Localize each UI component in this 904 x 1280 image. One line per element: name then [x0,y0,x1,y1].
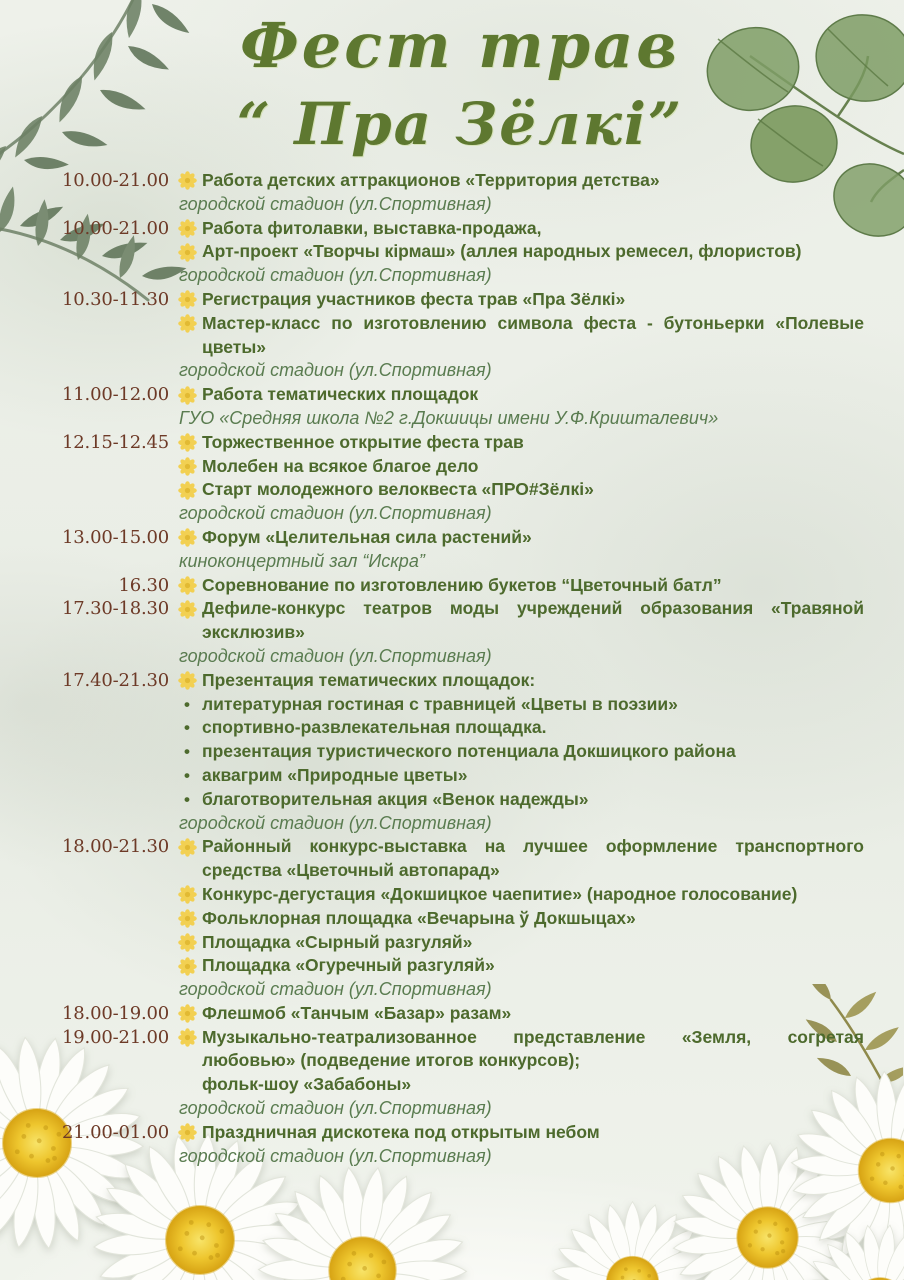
flower-icon [172,907,202,931]
schedule-row [2,359,870,383]
flower-icon [172,883,202,907]
event-venue: городской стадион (ул.Спортивная) [179,1098,492,1119]
event-venue: городской стадион (ул.Спортивная) [179,645,492,666]
event-text: Конкурс-дегустация «Докшицкое чаепитие» (народное голосование) [202,883,798,904]
event-text: Форум «Целительная сила растений» [202,526,532,547]
event-venue: городской стадион (ул.Спортивная) [179,1145,492,1166]
event-time: 17.30-18.30 [62,598,169,620]
event-time: 18.00-21.30 [62,836,169,858]
flower-icon [172,169,202,193]
event-time: 17.40-21.30 [62,669,169,691]
bullet-dot: • [184,765,190,785]
flower-icon [172,835,202,859]
event-venue: городской стадион (ул.Спортивная) [179,265,492,286]
event-time: 16.30 [118,574,169,596]
flower-icon [172,931,202,955]
schedule-row [2,883,870,907]
schedule-row [2,597,870,645]
schedule-row [2,978,870,1002]
flower-icon [172,1002,202,1026]
schedule-row [2,954,870,978]
flower-icon [172,954,202,978]
page-title [170,4,750,160]
schedule-row [2,502,870,526]
bullet-item: презентация туристического потенциала Докшицкого района [202,741,736,762]
schedule-row [2,693,870,717]
daisy-flower-image [250,1158,475,1280]
event-text: Презентация тематических площадок: [202,669,536,690]
event-venue: городской стадион (ул.Спортивная) [179,193,492,214]
event-text: Музыкально-театрализованное представление «Земля, согретая любовью» (подведение итогов конкурсов); [202,1026,864,1071]
event-venue: городской стадион (ул.Спортивная) [179,979,492,1000]
event-time: 10.30-11.30 [62,288,169,310]
flower-icon [172,383,202,407]
event-text: Флешмоб «Танчым «Базар» разам» [202,1002,512,1023]
schedule-row [2,455,870,479]
event-text: Площадка «Огуречный разгуляй» [202,955,495,976]
event-text: фольк-шоу «Забабоны» [202,1074,412,1095]
schedule-row [2,383,870,407]
bullet-item: литературная гостиная с травницей «Цветы в поэзии» [202,693,678,714]
title-line-2: “ Пра Зёлкі” [236,90,684,158]
event-venue: городской стадион (ул.Спортивная) [179,503,492,524]
schedule-row [2,1121,870,1145]
flower-icon [172,1121,202,1145]
flower-icon [172,312,202,336]
event-text: Фольклорная площадка «Вечарына ў Докшыцах» [202,907,636,928]
bullet-dot: • [184,789,190,809]
flower-icon [172,478,202,502]
schedule-row [2,716,870,740]
schedule-row [2,1002,870,1026]
event-time: 12.15-12.45 [62,431,169,453]
event-venue: городской стадион (ул.Спортивная) [179,812,492,833]
event-venue: городской стадион (ул.Спортивная) [179,360,492,381]
schedule-row [2,193,870,217]
title-line-1: Фест трав [239,9,681,82]
schedule-row [2,1073,870,1097]
event-time: 10.00-21.00 [62,170,169,191]
schedule-row [2,288,870,312]
schedule-row [2,240,870,264]
event-text: Молебен на всякое благое дело [202,455,479,476]
event-text: Работа детских аттракционов «Территория детства» [202,170,660,190]
schedule-row [2,1097,870,1121]
flower-icon [172,455,202,479]
flower-icon [172,669,202,693]
event-venue: ГУО «Средняя школа №2 г.Докшицы имени У.Ф.Кришталевич» [179,407,719,428]
schedule-row [2,740,870,764]
schedule-row [2,312,870,360]
flower-icon [172,526,202,550]
flower-icon [172,597,202,621]
event-text: Торжественное открытие феста трав [202,431,524,452]
marker-spacer [172,1073,202,1097]
schedule-row [2,835,870,883]
bullet-dot: • [184,718,190,738]
event-text: Соревнование по изготовлению букетов “Цветочный батл” [202,574,722,595]
schedule-row [2,574,870,598]
schedule-row [2,407,870,431]
event-text: Арт-проект «Творчы кірмаш» (аллея народных ремесел, флористов) [202,241,802,262]
schedule-row [2,764,870,788]
event-text: Праздничная дискотека под открытым небом [202,1121,600,1142]
daisy-flower-image [795,1218,904,1280]
flower-icon [172,217,202,241]
event-text: Работа фитолавки, выставка-продажа, [202,217,542,238]
event-text: Мастер-класс по изготовлению символа феста - бутоньерки «Полевые цветы» [202,312,864,357]
event-time: 13.00-15.00 [62,526,169,548]
schedule-row [2,788,870,812]
schedule-row [2,1026,870,1074]
event-venue: киноконцертный зал “Искра” [179,550,425,571]
bullet-item: спортивно-развлекательная площадка. [202,717,547,738]
event-time: 21.00-01.00 [62,1121,169,1143]
event-text: Регистрация участников феста трав «Пра Зёлкі» [202,288,626,309]
event-time: 11.00-12.00 [62,384,169,406]
bullet-dot: • [184,694,190,714]
schedule-row [2,478,870,502]
schedule-row [2,264,870,288]
bullet-item: благотворительная акция «Венок надежды» [202,788,589,809]
event-time: 19.00-21.00 [62,1026,169,1048]
schedule-row [2,550,870,574]
flower-icon [172,574,202,598]
schedule-row [2,645,870,669]
schedule-row [2,812,870,836]
schedule-row [2,931,870,955]
flower-icon [172,431,202,455]
schedule-list [2,169,870,1168]
event-text: Работа тематических площадок [202,384,479,405]
schedule-row [2,669,870,693]
event-text: Старт молодежного велоквеста «ПРО#Зёлкі» [202,479,594,500]
bullet-dot: • [184,742,190,762]
event-text: Районный конкурс-выставка на лучшее оформление транспортного средства «Цветочный автопарад» [202,836,864,881]
schedule-row [2,1145,870,1169]
schedule-row [2,217,870,241]
schedule-row [2,169,870,193]
schedule-row [2,526,870,550]
bullet-item: аквагрим «Природные цветы» [202,764,468,785]
flower-icon [172,240,202,264]
event-time: 10.00-21.00 [62,217,169,239]
event-text: Дефиле-конкурс театров моды учреждений образования «Травяной эксклюзив» [202,598,864,643]
event-text: Площадка «Сырный разгуляй» [202,931,473,952]
event-time: 18.00-19.00 [62,1002,169,1024]
flower-icon [172,288,202,312]
schedule-row [2,431,870,455]
flower-icon [172,1026,202,1050]
schedule-row [2,907,870,931]
